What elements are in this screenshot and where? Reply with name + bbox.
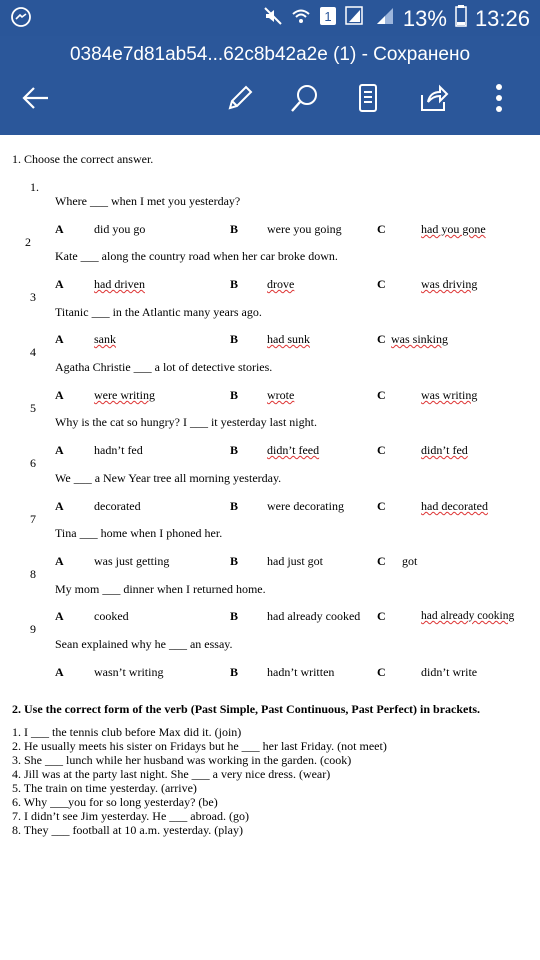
- messenger-icon: [10, 6, 32, 33]
- option-a-label: A: [55, 332, 64, 346]
- option-c-label: C: [377, 332, 386, 346]
- option-b-label: B: [230, 222, 239, 236]
- option-a: had driven: [94, 277, 145, 291]
- back-arrow-icon[interactable]: [20, 82, 52, 114]
- svg-text:1: 1: [324, 9, 332, 24]
- option-b-label: B: [230, 609, 239, 623]
- option-b: were you going: [267, 222, 342, 236]
- option-c-label: C: [377, 443, 386, 457]
- option-c-label: C: [377, 388, 386, 402]
- option-c-label: C: [377, 277, 386, 291]
- document-page: [0, 135, 540, 960]
- option-c: got: [402, 554, 418, 568]
- option-a-label: A: [55, 665, 64, 679]
- option-b-label: B: [230, 665, 239, 679]
- exercise-line: 5. The train on time yesterday. (arrive): [12, 781, 197, 795]
- sim1-icon: [319, 6, 337, 32]
- option-b-label: B: [230, 332, 239, 346]
- option-b-label: B: [230, 554, 239, 568]
- option-b: didn’t feed: [267, 443, 320, 457]
- task1-heading: 1. Choose the correct answer.: [12, 152, 154, 166]
- question-number: 1.: [30, 180, 39, 194]
- option-a: wasn’t writing: [94, 665, 164, 679]
- exercise-line: 7. I didn’t see Jim yesterday. He ___ abroad. (go): [12, 809, 249, 823]
- option-c-label: C: [377, 499, 386, 513]
- option-c: was sinking: [391, 332, 448, 346]
- option-a-label: A: [55, 443, 64, 457]
- exercise-line: 8. They ___ football at 10 a.m. yesterday. (play): [12, 823, 243, 837]
- option-b: drove: [267, 277, 295, 291]
- question-number: 5: [30, 401, 36, 415]
- option-c: had you gone: [421, 222, 486, 236]
- document-title: 0384e7d81ab54...62c8b42a2e (1) - Сохранено: [69, 44, 471, 65]
- option-a-label: A: [55, 554, 64, 568]
- task2-heading: 2. Use the correct form of the verb (Past Simple, Past Continuous, Past Perfect) in brackets.: [12, 702, 481, 716]
- option-a: did you go: [94, 222, 146, 236]
- question-number: 4: [30, 345, 36, 359]
- question-number: 2: [25, 235, 31, 249]
- edit-pencil-icon[interactable]: [224, 82, 256, 114]
- option-c: didn’t fed: [421, 443, 468, 457]
- question-number: 8: [30, 567, 36, 581]
- option-b-label: B: [230, 499, 239, 513]
- option-b-label: B: [230, 443, 239, 457]
- question-number: 7: [30, 512, 36, 526]
- exercise-line: 3. She ___ lunch while her husband was working in the garden. (cook): [12, 753, 352, 767]
- option-a: sank: [94, 332, 116, 346]
- option-c-label: C: [377, 609, 386, 623]
- question-text: We ___ a New Year tree all morning yesterday.: [55, 471, 282, 485]
- option-b-label: B: [230, 277, 239, 291]
- signal-icon: [345, 6, 367, 32]
- question-number: 9: [30, 622, 36, 636]
- option-b: wrote: [267, 388, 295, 402]
- more-options-icon[interactable]: [483, 82, 515, 114]
- mute-icon: [263, 6, 283, 32]
- option-b: hadn’t written: [267, 665, 335, 679]
- option-b: had just got: [267, 554, 323, 568]
- option-b: had already cooked: [267, 609, 361, 623]
- option-b: were decorating: [267, 499, 344, 513]
- option-a: cooked: [94, 609, 129, 623]
- question-text: My mom ___ dinner when I returned home.: [55, 582, 266, 596]
- option-c: didn’t write: [421, 665, 478, 679]
- option-c: was driving: [421, 277, 478, 291]
- option-a-label: A: [55, 222, 64, 236]
- option-c: had already cooking: [421, 610, 515, 622]
- question-text: Agatha Christie ___ a lot of detective stories.: [55, 360, 273, 374]
- reading-view-icon[interactable]: [352, 82, 384, 114]
- exercise-line: 1. I ___ the tennis club before Max did it. (join): [12, 725, 242, 739]
- option-c-label: C: [377, 554, 386, 568]
- question-text: Why is the cat so hungry? I ___ it yesterday last night.: [55, 415, 317, 429]
- app-bar: [0, 36, 540, 135]
- option-a-label: A: [55, 277, 64, 291]
- signal-bars-icon: [375, 6, 395, 32]
- exercise-line: 4. Jill was at the party last night. She ___ a very nice dress. (wear): [12, 767, 331, 781]
- share-icon[interactable]: [418, 82, 450, 114]
- option-a: decorated: [94, 499, 141, 513]
- battery-icon: [455, 5, 467, 33]
- exercise-line: 6. Why ___you for so long yesterday? (be): [12, 795, 218, 809]
- option-a: hadn’t fed: [94, 443, 143, 457]
- question-text: Titanic ___ in the Atlantic many years ago.: [55, 305, 262, 319]
- option-b-label: B: [230, 388, 239, 402]
- option-a-label: A: [55, 609, 64, 623]
- exercise-line: 2. He usually meets his sister on Fridays but he ___ her last Friday. (not meet): [12, 739, 387, 753]
- question-text: Kate ___ along the country road when her car broke down.: [55, 249, 338, 263]
- question-text: Where ___ when I met you yesterday?: [55, 194, 241, 208]
- option-a-label: A: [55, 499, 64, 513]
- question-number: 3: [30, 290, 36, 304]
- option-c: had decorated: [421, 499, 488, 513]
- option-c-label: C: [377, 665, 386, 679]
- option-c: was writing: [421, 388, 478, 402]
- question-text: Sean explained why he ___ an essay.: [55, 637, 233, 651]
- search-icon[interactable]: [289, 82, 321, 114]
- question-text: Tina ___ home when I phoned her.: [55, 526, 223, 540]
- battery-text: 13%: [402, 6, 447, 31]
- wifi-icon: [291, 6, 311, 32]
- option-a-label: A: [55, 388, 64, 402]
- option-a: was just getting: [94, 554, 170, 568]
- option-c-label: C: [377, 222, 386, 236]
- clock: 13:26: [474, 6, 530, 31]
- question-number: 6: [30, 456, 36, 470]
- status-bar: [0, 0, 540, 36]
- option-b: had sunk: [267, 332, 310, 346]
- option-a: were writing: [94, 388, 155, 402]
